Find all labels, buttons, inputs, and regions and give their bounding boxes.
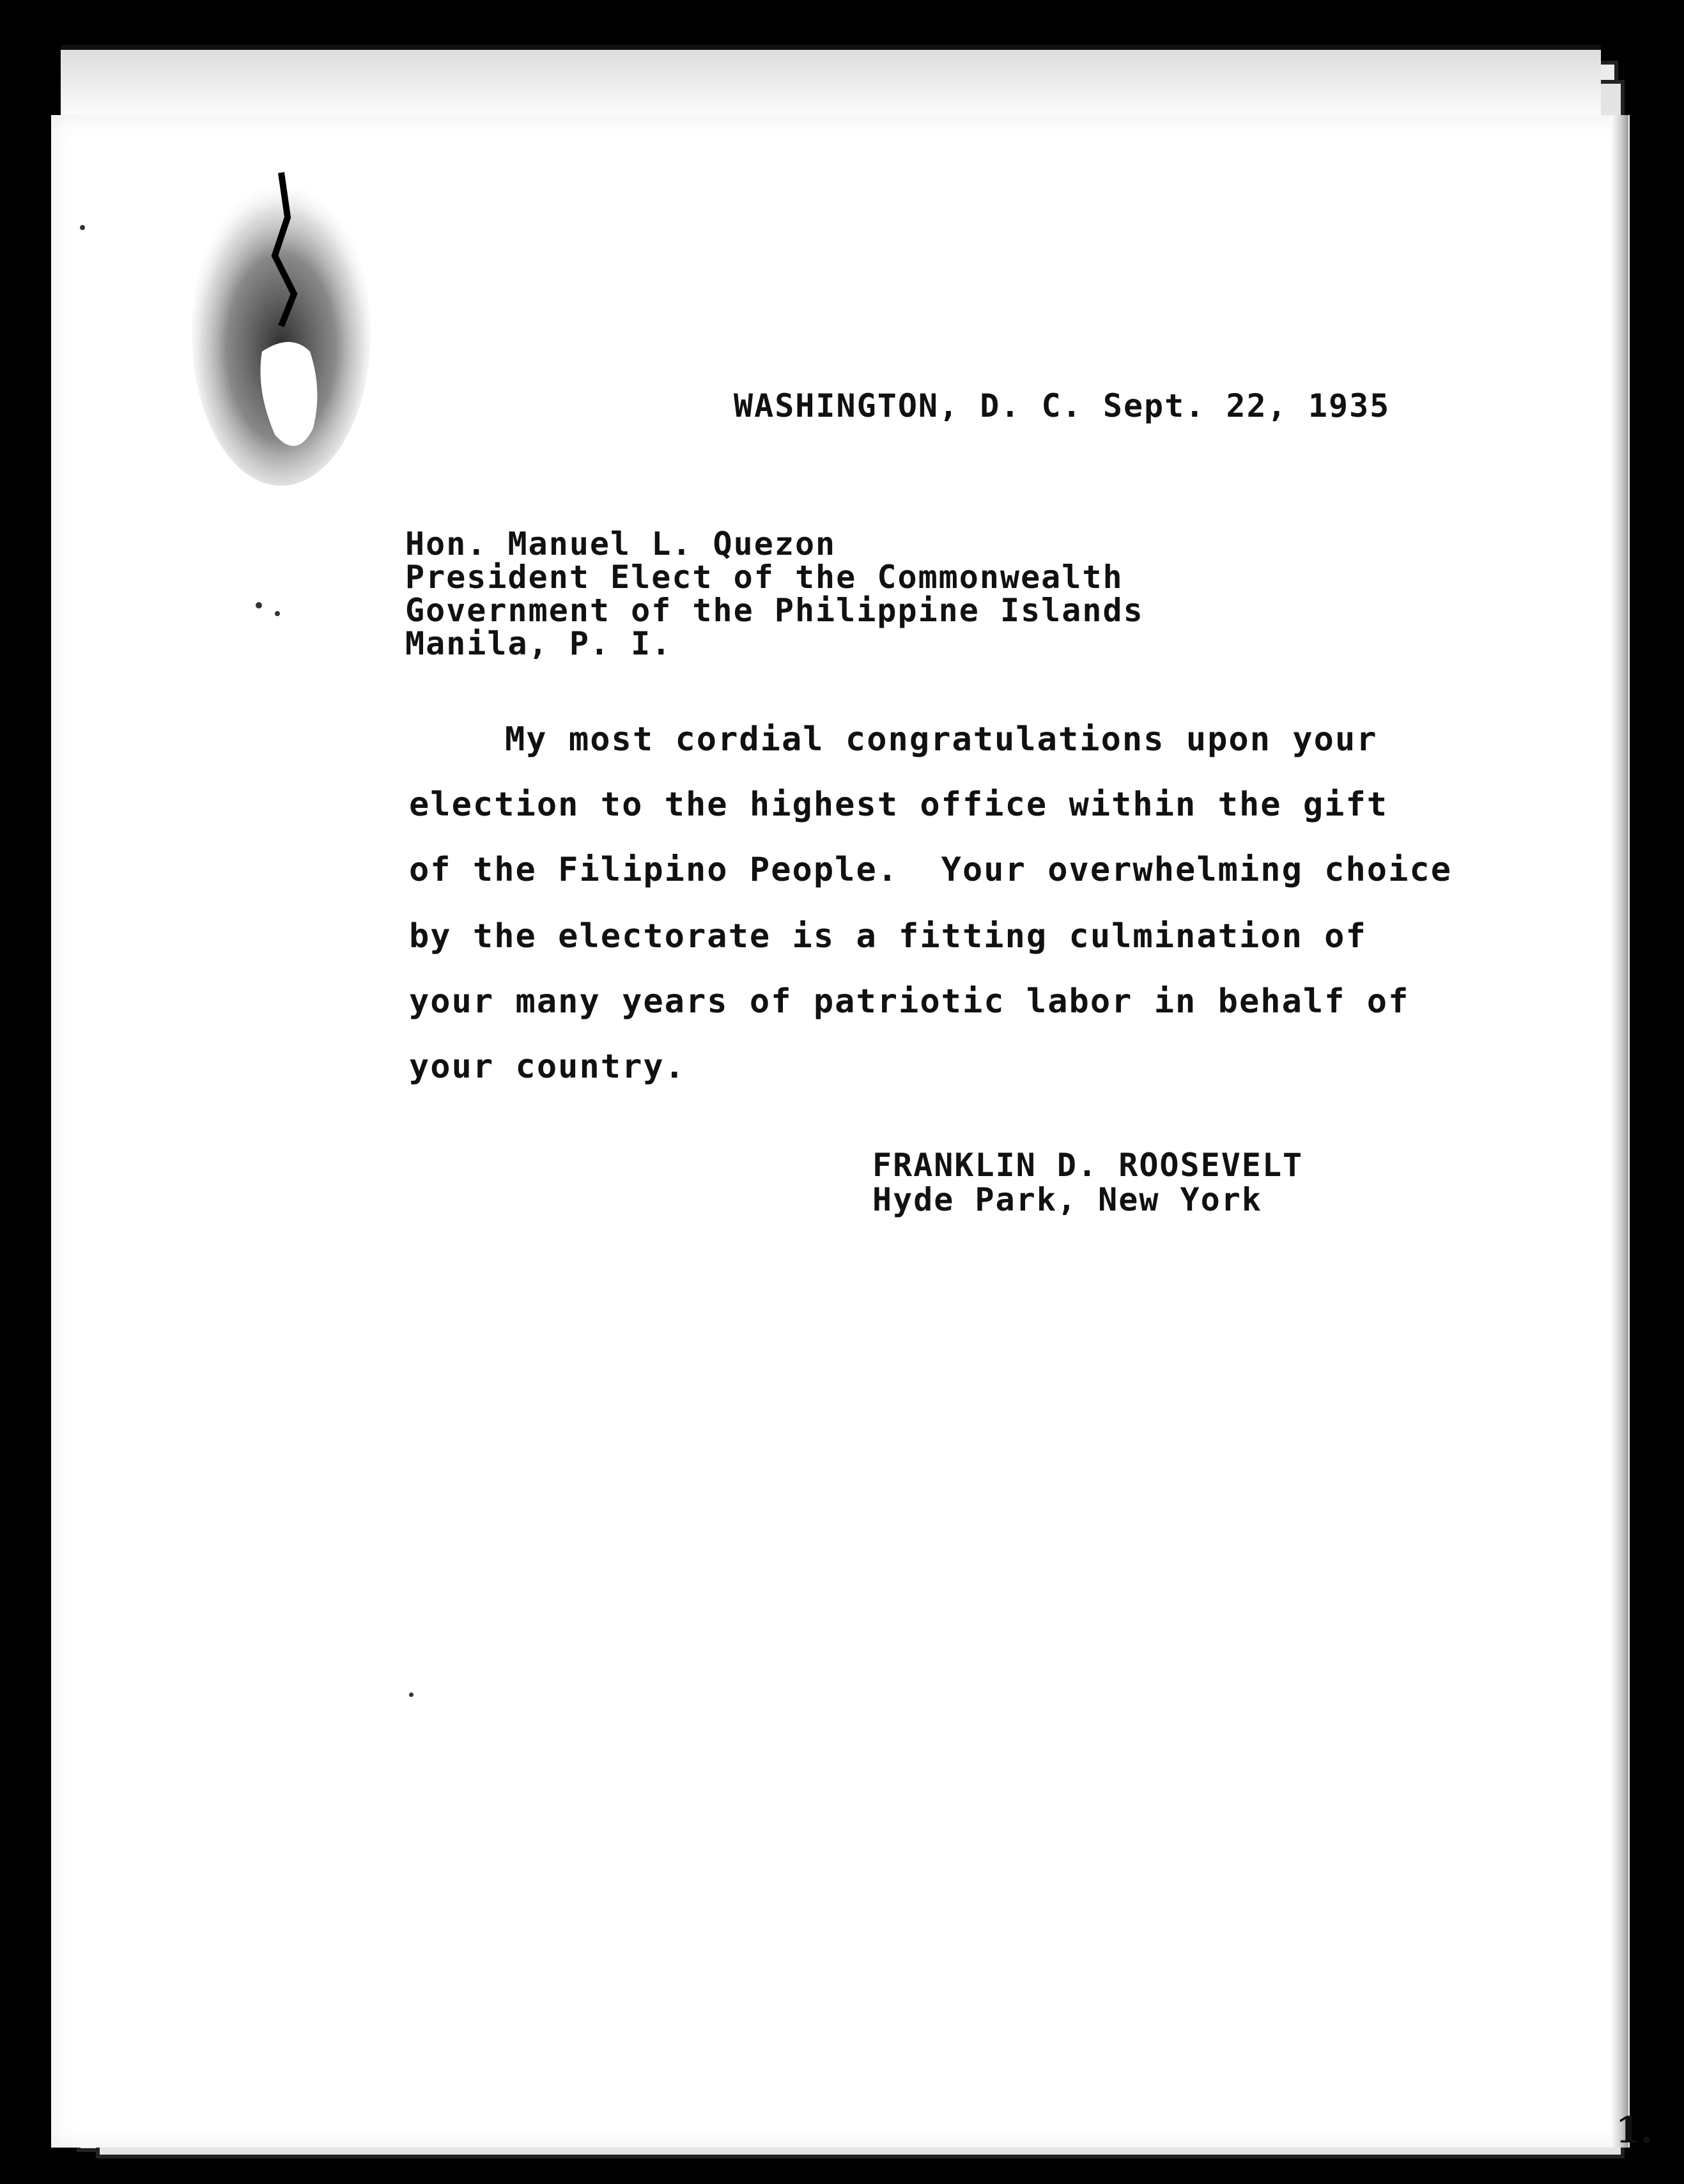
recipient-location: Manila, P. I. xyxy=(405,625,672,662)
body-line: your many years of patriotic labor in behalf of xyxy=(409,982,1410,1021)
page-number: 1. xyxy=(1616,2109,1653,2151)
top-sheet-edge xyxy=(61,45,1601,127)
page-edge-shadow xyxy=(1611,115,1628,2148)
recipient-government: Government of the Philippine Islands xyxy=(405,592,1144,629)
signature-location: Hyde Park, New York xyxy=(872,1181,1262,1218)
body-line: of the Filipino People. Your overwhelming choice xyxy=(409,851,1453,889)
signature-name: FRANKLIN D. ROOSEVELT xyxy=(872,1147,1304,1184)
dateline: WASHINGTON, D. C. Sept. 22, 1935 xyxy=(734,387,1391,424)
dust-speck xyxy=(256,602,262,608)
dust-speck xyxy=(275,611,280,616)
body-line: by the electorate is a fitting culmination of xyxy=(409,917,1367,956)
body-line: your country. xyxy=(409,1048,686,1086)
burn-mark-icon xyxy=(185,160,377,492)
recipient-title: President Elect of the Commonwealth xyxy=(405,559,1124,596)
dust-speck xyxy=(409,1692,413,1697)
recipient-name: Hon. Manuel L. Quezon xyxy=(405,525,837,562)
body-line: My most cordial congratulations upon your xyxy=(505,720,1378,759)
body-line: election to the highest office within the gift xyxy=(409,786,1389,824)
dust-speck xyxy=(80,225,85,230)
